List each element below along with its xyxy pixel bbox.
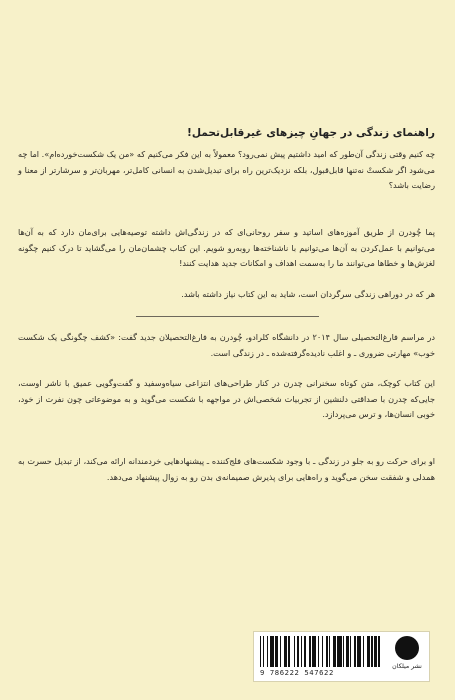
cover-headline: راهنمای زندگی در جهانِ چیزهای غیرقابل‌تحمل! [187, 127, 435, 139]
blurb-paragraph-3: هر که در دوراهی زندگی سرگردان است، شاید به این کتاب نیاز داشته باشد. [181, 289, 435, 299]
blurb-paragraph-2: پما چُودرن از طریق آموزه‌های اساتید و سفر روحانی‌ای که در زندگی‌اش داشته توصیه‌هایی برای‌مان دارد که به آن‌ها می‌توانیم با عمل‌کردن به آن‌ها می‌توانیم با ناشناخته‌ها روبه‌رو شویم. این کتاب چشمان‌مان را می‌گشاید تا درک کنیم چگونه لغزش‌ها و خطاها می‌توانند ما را به‌سمت اهداف و امکانات جدید هدایت کنند! [18, 227, 435, 269]
description-paragraph-3: او برای حرکت رو به جلو در زندگی ـ با وجود شکست‌های فلج‌کننده ـ پیشنهادهایی خردمندانه ارائه می‌کند، از تبدیل حسرت به همدلی و شفقت سخن می‌گوید و راه‌هایی برای پذیرش صمیمانه‌ی بدن رو به زوال پیشنهاد می‌دهد. [18, 456, 435, 482]
barcode-bars [260, 636, 381, 667]
barcode-bar [380, 636, 381, 667]
description-paragraph-2: این کتاب کوچک، متن کوتاه سخنرانی چدرن در کنار طراحی‌های انتزاعی سیاه‌وسفید و گفت‌وگویی عمیق با ناشر اوست، جایی‌که چدرن با صداقتی دلنشین از تجربیات شخصی‌اش در مواجهه با شکست می‌گوید و به موضوعاتی چون نفرت از خود، خوبی انسان‌ها، و ترس می‌پردازد. [18, 378, 435, 420]
publisher-logo-icon [395, 636, 419, 660]
barcode-digits: 9 786222 547622 [260, 668, 334, 677]
description-paragraph-1: در مراسم فارغ‌التحصیلی سال ۲۰۱۴ در دانشگاه کلرادو، چُودرن به فارغ‌التحصیلان جدید گفت: «کشف چگونگی یک شکست خوب» مهارتی ضروری ـ و اغلب نادیده‌گرفته‌شده ـ در زندگی است. [18, 332, 436, 358]
section-divider [136, 316, 319, 317]
publisher-name: نشر میلکان [392, 663, 422, 670]
blurb-paragraph-1: چه کنیم وقتی زندگی آن‌طور که امید داشتیم پیش نمی‌رود؟ معمولاً به این فکر می‌کنیم که «من یک شکست‌خورده‌ام». اما چه می‌شود اگر شکستْ نه‌تنها قابل‌قبول، بلکه نزدیک‌ترین راه برای تبدیل‌شدن به انسانی کامل‌تر، مهربان‌تر و سرشارتر از معنا و رضایت باشد؟ [18, 149, 435, 191]
publisher-logo [392, 636, 422, 680]
